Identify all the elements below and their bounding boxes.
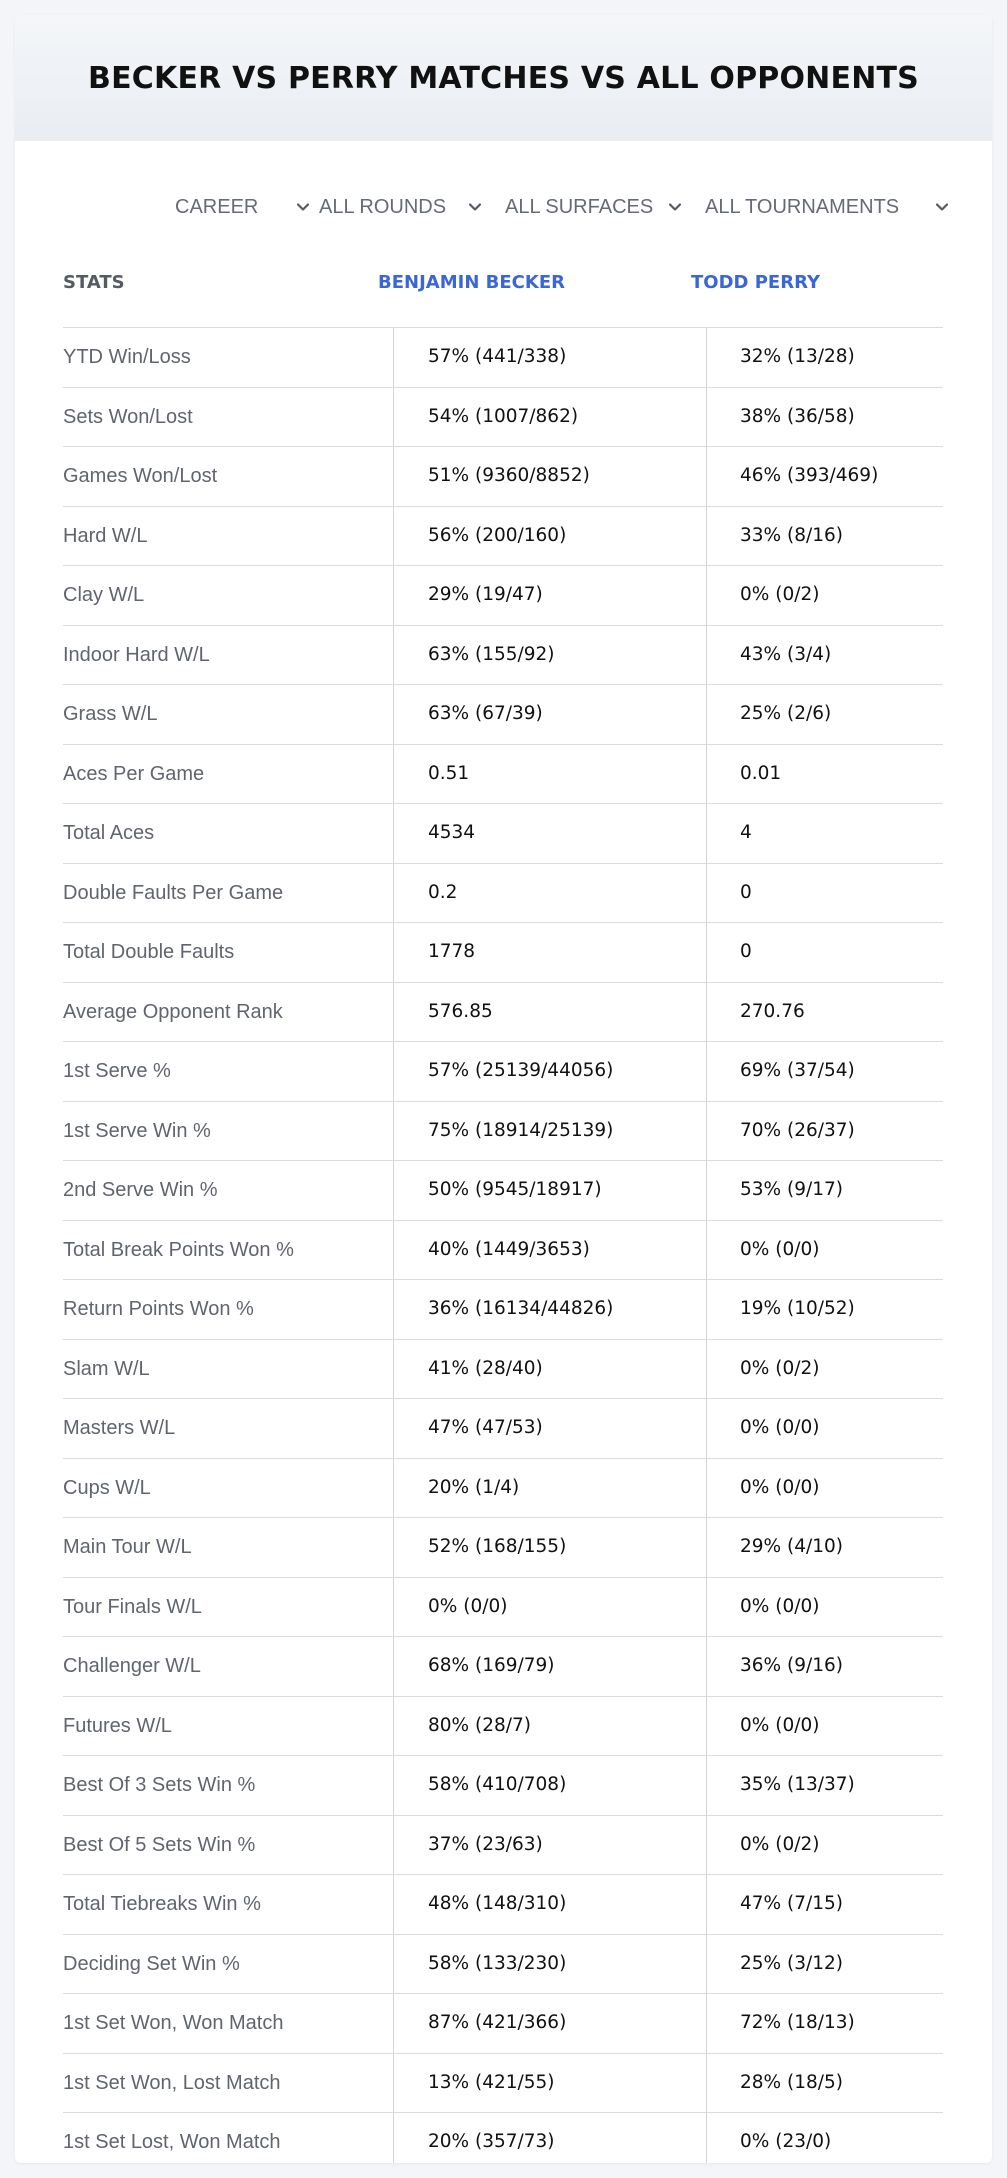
stat-label: Double Faults Per Game bbox=[63, 881, 284, 904]
stat-label: Games Won/Lost bbox=[63, 465, 218, 487]
stat-label: Best Of 5 Sets Win % bbox=[63, 1833, 256, 1856]
filter-rounds-dropdown[interactable] bbox=[319, 187, 483, 227]
player2-value: 4 bbox=[740, 822, 752, 843]
filter-label: CAREER bbox=[175, 195, 259, 218]
stat-label: Sets Won/Lost bbox=[63, 405, 193, 428]
player2-value: 25% (2/6) bbox=[740, 703, 832, 724]
player1-value: 52% (168/155) bbox=[428, 1536, 567, 1557]
player1-value: 87% (421/366) bbox=[428, 2012, 567, 2033]
table-body bbox=[63, 328, 943, 2163]
table-row bbox=[63, 864, 943, 924]
filter-surfaces-dropdown[interactable] bbox=[505, 187, 683, 227]
stat-label: Total Double Faults bbox=[63, 941, 235, 963]
player2-value: 28% (18/5) bbox=[740, 2071, 843, 2093]
filter-label: ALL ROUNDS bbox=[319, 195, 447, 218]
stat-label: Return Points Won % bbox=[63, 1298, 254, 1320]
player1-value: 63% (155/92) bbox=[428, 643, 555, 665]
stat-label: Tour Finals W/L bbox=[63, 1595, 202, 1618]
player1-value: 50% (9545/18917) bbox=[428, 1179, 602, 1200]
player1-value: 58% (133/230) bbox=[428, 1952, 567, 1974]
player2-value: 25% (3/12) bbox=[740, 1952, 843, 1974]
chevron-down-icon bbox=[934, 199, 950, 215]
stat-label: Main Tour W/L bbox=[63, 1536, 192, 1558]
table-row bbox=[63, 2113, 943, 2163]
table-row bbox=[63, 328, 943, 388]
player2-value: 46% (393/469) bbox=[740, 465, 879, 486]
player1-value: 37% (23/63) bbox=[428, 1833, 543, 1855]
table-header bbox=[63, 251, 943, 328]
player2-value: 0% (23/0) bbox=[740, 2131, 832, 2152]
table-row bbox=[63, 1697, 943, 1757]
stat-label: Masters W/L bbox=[63, 1417, 176, 1439]
stat-label: 1st Set Won, Won Match bbox=[63, 2012, 284, 2034]
player2-value: 0% (0/0) bbox=[740, 1238, 820, 1260]
stat-label: Total Tiebreaks Win % bbox=[63, 1893, 261, 1915]
player1-value: 51% (9360/8852) bbox=[428, 465, 590, 486]
table-row bbox=[63, 1459, 943, 1519]
table-row bbox=[63, 983, 943, 1043]
table-row bbox=[63, 388, 943, 448]
stat-label: Total Break Points Won % bbox=[63, 1238, 294, 1261]
player1-value: 0.2 bbox=[428, 881, 458, 903]
player1-value: 20% (1/4) bbox=[428, 1476, 520, 1498]
table-row bbox=[63, 1399, 943, 1459]
chevron-down-icon bbox=[467, 199, 483, 215]
stat-label: Challenger W/L bbox=[63, 1655, 201, 1677]
player2-value: 0% (0/2) bbox=[740, 1833, 820, 1855]
filter-tournaments-dropdown[interactable] bbox=[705, 187, 950, 227]
player2-value: 47% (7/15) bbox=[740, 1893, 843, 1914]
player2-value: 0% (0/0) bbox=[740, 1714, 820, 1736]
stat-label: Total Aces bbox=[63, 822, 155, 844]
table-row bbox=[63, 1637, 943, 1697]
table-row bbox=[63, 1935, 943, 1995]
player2-value: 72% (18/13) bbox=[740, 2012, 855, 2033]
player2-value: 0.01 bbox=[740, 762, 782, 784]
table-row bbox=[63, 1994, 943, 2054]
player2-value: 35% (13/37) bbox=[740, 1774, 855, 1795]
table-row bbox=[63, 1102, 943, 1162]
table-row bbox=[63, 626, 943, 686]
player1-value: 80% (28/7) bbox=[428, 1714, 531, 1736]
stat-label: Deciding Set Win % bbox=[63, 1952, 240, 1975]
player2-value: 36% (9/16) bbox=[740, 1655, 843, 1676]
table-row bbox=[63, 804, 943, 864]
player1-value: 20% (357/73) bbox=[428, 2131, 555, 2152]
table-row bbox=[63, 566, 943, 626]
player2-value: 270.76 bbox=[740, 1000, 805, 1022]
player1-value: 0.51 bbox=[428, 762, 470, 784]
stats-table bbox=[63, 251, 943, 2163]
filter-label: ALL TOURNAMENTS bbox=[705, 195, 900, 218]
player2-value: 0% (0/2) bbox=[740, 584, 820, 605]
stat-label: Best Of 3 Sets Win % bbox=[63, 1774, 256, 1796]
player1-value: 4534 bbox=[428, 822, 476, 843]
player1-value: 48% (148/310) bbox=[428, 1893, 567, 1914]
table-row bbox=[63, 1280, 943, 1340]
player1-value: 57% (441/338) bbox=[428, 346, 567, 367]
chevron-down-icon bbox=[667, 199, 683, 215]
stat-label: Hard W/L bbox=[63, 524, 148, 547]
table-row bbox=[63, 2054, 943, 2114]
table-row bbox=[63, 1161, 943, 1221]
player2-value: 69% (37/54) bbox=[740, 1060, 855, 1081]
stat-label: Grass W/L bbox=[63, 703, 158, 725]
table-row bbox=[63, 1756, 943, 1816]
table-row bbox=[63, 1578, 943, 1638]
stats-card bbox=[15, 15, 992, 2163]
stat-label: Slam W/L bbox=[63, 1357, 150, 1380]
player1-value: 68% (169/79) bbox=[428, 1655, 555, 1676]
column-header-player2[interactable]: TODD PERRY bbox=[691, 272, 820, 293]
player2-value: 0 bbox=[740, 881, 752, 903]
stat-label: Cups W/L bbox=[63, 1476, 151, 1499]
stat-label: Clay W/L bbox=[63, 584, 145, 606]
player1-value: 1778 bbox=[428, 941, 476, 962]
player2-value: 29% (4/10) bbox=[740, 1536, 843, 1557]
stat-label: 1st Set Won, Lost Match bbox=[63, 2071, 281, 2094]
filter-bar bbox=[15, 187, 992, 227]
player1-value: 40% (1449/3653) bbox=[428, 1238, 590, 1260]
player1-value: 41% (28/40) bbox=[428, 1357, 543, 1379]
player2-value: 70% (26/37) bbox=[740, 1119, 855, 1141]
player2-value: 0 bbox=[740, 941, 752, 962]
table-row bbox=[63, 745, 943, 805]
player1-value: 54% (1007/862) bbox=[428, 405, 579, 427]
player2-value: 19% (10/52) bbox=[740, 1298, 855, 1319]
table-row bbox=[63, 1875, 943, 1935]
player2-value: 0% (0/0) bbox=[740, 1476, 820, 1498]
player1-value: 58% (410/708) bbox=[428, 1774, 567, 1795]
player2-value: 43% (3/4) bbox=[740, 643, 832, 665]
table-row bbox=[63, 1518, 943, 1578]
table-row bbox=[63, 1221, 943, 1281]
player1-value: 576.85 bbox=[428, 1000, 493, 1022]
table-row bbox=[63, 447, 943, 507]
stat-label: 1st Serve Win % bbox=[63, 1119, 211, 1142]
stat-label: 2nd Serve Win % bbox=[63, 1179, 218, 1201]
player2-value: 0% (0/0) bbox=[740, 1595, 820, 1617]
player1-value: 13% (421/55) bbox=[428, 2071, 555, 2093]
player1-value: 63% (67/39) bbox=[428, 703, 543, 724]
table-row bbox=[63, 1042, 943, 1102]
chevron-down-icon bbox=[295, 199, 311, 215]
table-row bbox=[63, 507, 943, 567]
stat-label: 1st Set Lost, Won Match bbox=[63, 2131, 281, 2153]
player1-value: 56% (200/160) bbox=[428, 524, 567, 546]
stat-label: Indoor Hard W/L bbox=[63, 643, 210, 666]
column-header-stats: STATS bbox=[63, 272, 125, 293]
player1-value: 0% (0/0) bbox=[428, 1595, 508, 1617]
stat-label: Futures W/L bbox=[63, 1714, 172, 1737]
page-title: BECKER VS PERRY MATCHES VS ALL OPPONENTS bbox=[88, 60, 919, 96]
stat-label: YTD Win/Loss bbox=[63, 346, 191, 368]
filter-career-dropdown[interactable] bbox=[175, 187, 311, 227]
column-header-player1[interactable]: BENJAMIN BECKER bbox=[378, 272, 565, 293]
player1-value: 36% (16134/44826) bbox=[428, 1298, 614, 1319]
player1-value: 47% (47/53) bbox=[428, 1417, 543, 1438]
table-row bbox=[63, 923, 943, 983]
player2-value: 38% (36/58) bbox=[740, 405, 855, 427]
stat-label: Aces Per Game bbox=[63, 762, 205, 785]
player2-value: 53% (9/17) bbox=[740, 1179, 843, 1200]
player2-value: 33% (8/16) bbox=[740, 524, 843, 546]
page-header bbox=[15, 15, 992, 141]
filter-label: ALL SURFACES bbox=[505, 195, 654, 218]
player2-value: 0% (0/2) bbox=[740, 1357, 820, 1379]
player1-value: 75% (18914/25139) bbox=[428, 1119, 614, 1141]
player1-value: 29% (19/47) bbox=[428, 584, 543, 605]
table-row bbox=[63, 1816, 943, 1876]
player2-value: 32% (13/28) bbox=[740, 346, 855, 367]
stat-label: 1st Serve % bbox=[63, 1060, 171, 1082]
table-row bbox=[63, 685, 943, 745]
player1-value: 57% (25139/44056) bbox=[428, 1060, 614, 1081]
table-row bbox=[63, 1340, 943, 1400]
stat-label: Average Opponent Rank bbox=[63, 1000, 283, 1023]
player2-value: 0% (0/0) bbox=[740, 1417, 820, 1438]
